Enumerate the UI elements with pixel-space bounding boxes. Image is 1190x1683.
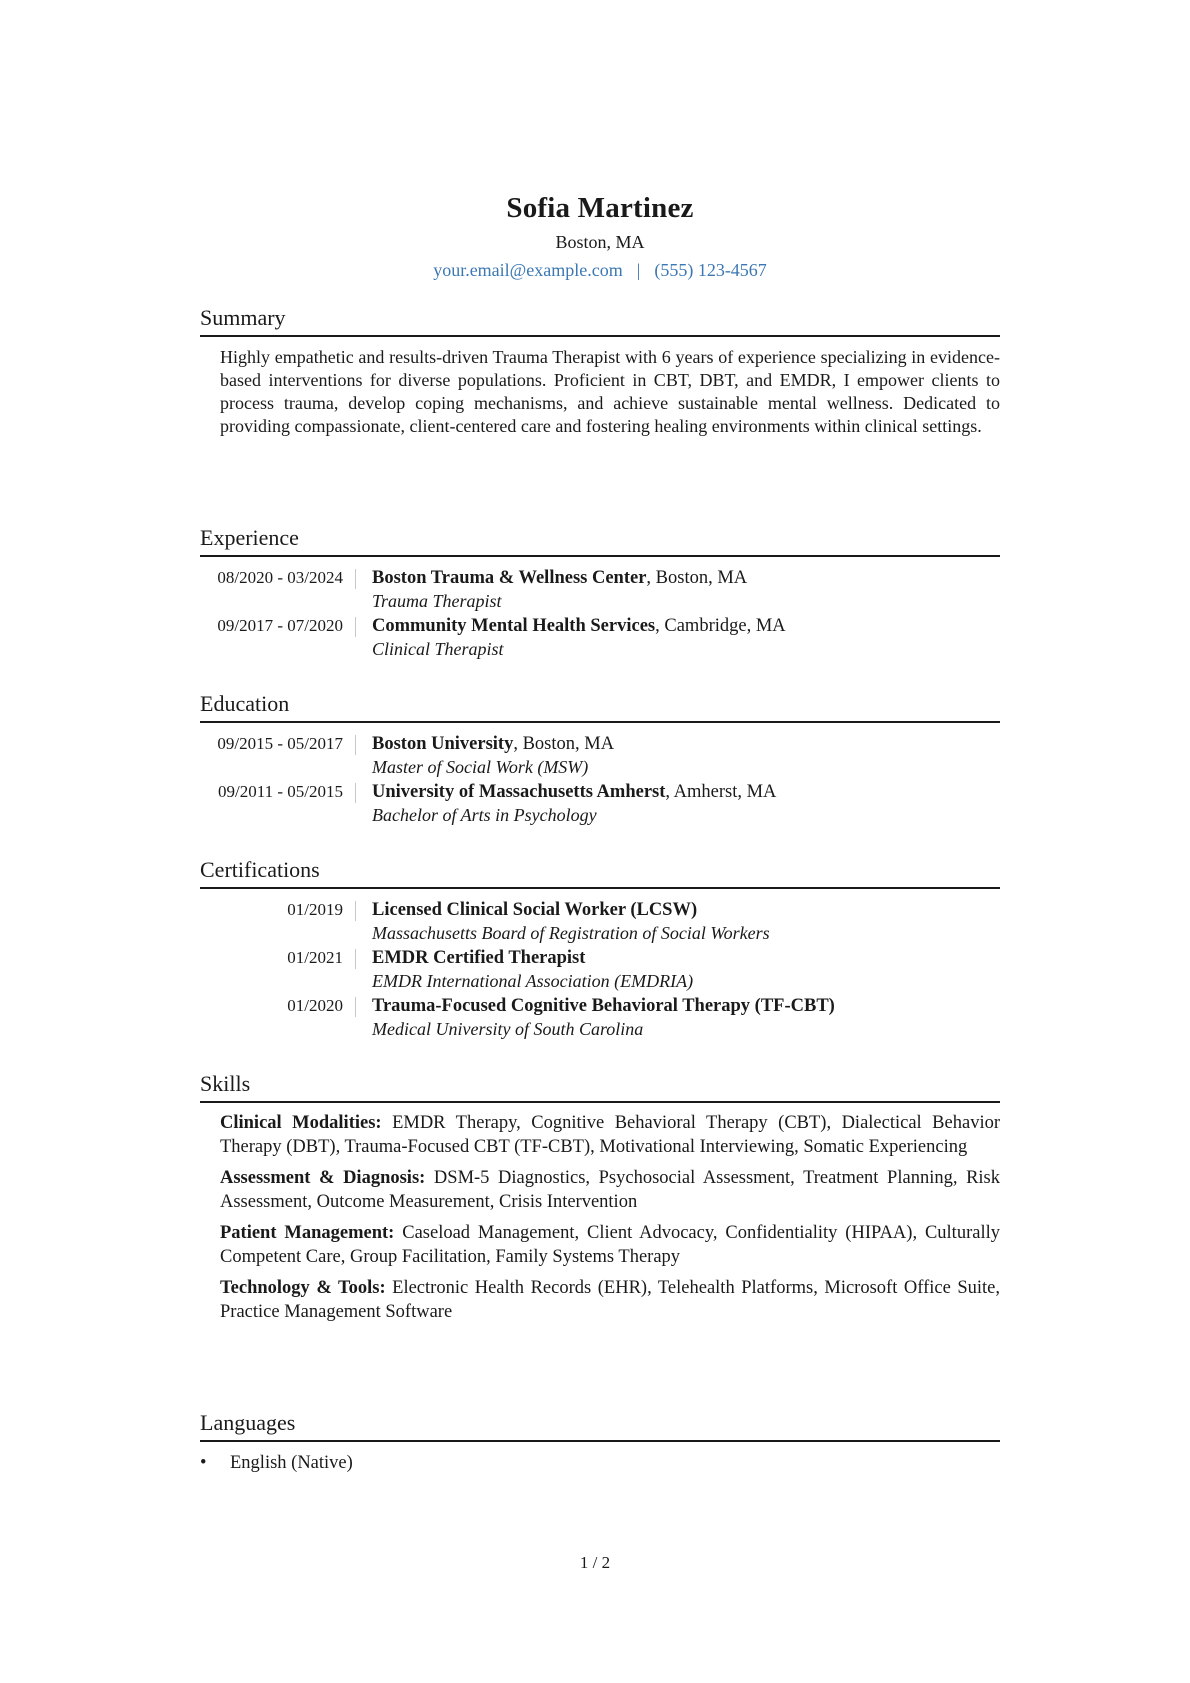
entry-role: Clinical Therapist xyxy=(372,639,504,659)
skill-text: DSM-5 Diagnostics, Psychosocial Assessment, Treatment Planning, Risk Assessment, Outcome Measurement, Crisis Intervention xyxy=(220,1168,1000,1212)
entry-date: 09/2017 - 07/2020 xyxy=(217,616,343,635)
certification-entry xyxy=(200,898,1000,945)
phone-link[interactable]: (555) 123-4567 xyxy=(654,260,767,280)
entry-divider xyxy=(355,997,356,1017)
entry-heading xyxy=(372,946,693,970)
entry-date: 08/2020 - 03/2024 xyxy=(217,568,343,587)
entry-date: 09/2011 - 05/2015 xyxy=(218,782,343,801)
skill-text: Caseload Management, Client Advocacy, Confidentiality (HIPAA), Culturally Competent Care, Group Facilitation, Family Systems Therapy xyxy=(220,1223,1000,1267)
page-number: 1 / 2 xyxy=(579,1553,611,1572)
skill-group xyxy=(220,1167,1000,1214)
email-link[interactable]: your.email@example.com xyxy=(433,260,623,280)
certification-name: Trauma-Focused Cognitive Behavioral Therapy (TF-CBT) xyxy=(372,996,835,1016)
certification-entry xyxy=(200,946,1000,993)
entry-organization: University of Massachusetts Amherst xyxy=(372,782,666,802)
section-title-languages: Languages xyxy=(200,1409,1000,1442)
section-title-summary: Summary xyxy=(200,304,1000,337)
certification-name: Licensed Clinical Social Worker (LCSW) xyxy=(372,900,698,920)
list-item xyxy=(200,1451,1000,1475)
skill-text: Electronic Health Records (EHR), Telehealth Platforms, Microsoft Office Suite, Practice Management Software xyxy=(220,1278,1000,1322)
entry-divider xyxy=(355,617,356,637)
certification-issuer: Medical University of South Carolina xyxy=(372,1019,644,1039)
entry-divider xyxy=(355,949,356,969)
entry-divider xyxy=(355,783,356,803)
section-title-education: Education xyxy=(200,690,1000,723)
skill-group xyxy=(220,1277,1000,1324)
entry-date: 01/2019 xyxy=(287,900,343,919)
entry-organization: Community Mental Health Services xyxy=(372,616,656,636)
certification-issuer: EMDR International Association (EMDRIA) xyxy=(372,971,694,991)
experience-entry xyxy=(200,566,1000,613)
entry-divider xyxy=(355,735,356,755)
entry-date: 09/2015 - 05/2017 xyxy=(217,734,343,753)
entry-date: 01/2020 xyxy=(287,996,343,1015)
summary-section xyxy=(200,304,1000,438)
entry-location: , Boston, MA xyxy=(646,568,748,588)
entry-heading xyxy=(372,994,835,1018)
resume-header xyxy=(200,190,1000,282)
certification-entry xyxy=(200,994,1000,1041)
skill-label: Technology & Tools: xyxy=(220,1278,386,1298)
contact-line xyxy=(200,258,1000,282)
certification-issuer: Massachusetts Board of Registration of Social Workers xyxy=(372,923,770,943)
skill-group xyxy=(220,1112,1000,1159)
entry-date: 01/2021 xyxy=(287,948,343,967)
bullet-icon: • xyxy=(200,1453,207,1473)
entry-heading xyxy=(372,780,776,804)
candidate-name: Sofia Martinez xyxy=(506,192,694,224)
entry-divider xyxy=(355,569,356,589)
entry-location: , Amherst, MA xyxy=(665,782,777,802)
entry-heading xyxy=(372,898,770,922)
entry-degree: Bachelor of Arts in Psychology xyxy=(372,805,597,825)
entry-location: , Boston, MA xyxy=(513,734,615,754)
experience-section xyxy=(200,524,1000,662)
entry-organization: Boston Trauma & Wellness Center xyxy=(372,568,647,588)
section-title-experience: Experience xyxy=(200,524,1000,557)
education-entry xyxy=(200,732,1000,779)
section-title-skills: Skills xyxy=(200,1070,1000,1103)
language-text: English (Native) xyxy=(230,1453,353,1473)
entry-heading xyxy=(372,614,786,638)
skill-text: EMDR Therapy, Cognitive Behavioral Therapy (CBT), Dialectical Behavior Therapy (DBT), Trauma-Focused CBT (TF-CBT), Motivational Interviewing, Somatic Experiencing xyxy=(220,1113,1000,1157)
entry-organization: Boston University xyxy=(372,734,514,754)
candidate-location: Boston, MA xyxy=(555,232,645,252)
certification-name: EMDR Certified Therapist xyxy=(372,948,586,968)
skill-label: Clinical Modalities: xyxy=(220,1113,382,1133)
section-title-certifications: Certifications xyxy=(200,856,1000,889)
education-section xyxy=(200,690,1000,828)
languages-section xyxy=(200,1409,1000,1475)
entry-heading xyxy=(372,732,614,756)
experience-entry xyxy=(200,614,1000,661)
skill-label: Patient Management: xyxy=(220,1223,395,1243)
entry-heading xyxy=(372,566,747,590)
skills-section xyxy=(200,1070,1000,1332)
entry-role: Trauma Therapist xyxy=(372,591,502,611)
education-entry xyxy=(200,780,1000,827)
skill-label: Assessment & Diagnosis: xyxy=(220,1168,426,1188)
entry-divider xyxy=(355,901,356,921)
contact-separator: | xyxy=(636,260,641,280)
entry-degree: Master of Social Work (MSW) xyxy=(372,757,589,777)
summary-text: Highly empathetic and results-driven Trauma Therapist with 6 years of experience specializing in evidence-based interventions for diverse populations. Proficient in CBT, DBT, and EMDR, I empower clients to process trauma, develop coping mechanisms, and achieve sustainable mental wellness. Dedicated to providing compassionate, client-centered care and fostering healing environments within clinical settings. xyxy=(220,347,1000,436)
entry-location: , Cambridge, MA xyxy=(655,616,786,636)
certifications-section xyxy=(200,856,1000,1042)
skill-group xyxy=(220,1222,1000,1269)
